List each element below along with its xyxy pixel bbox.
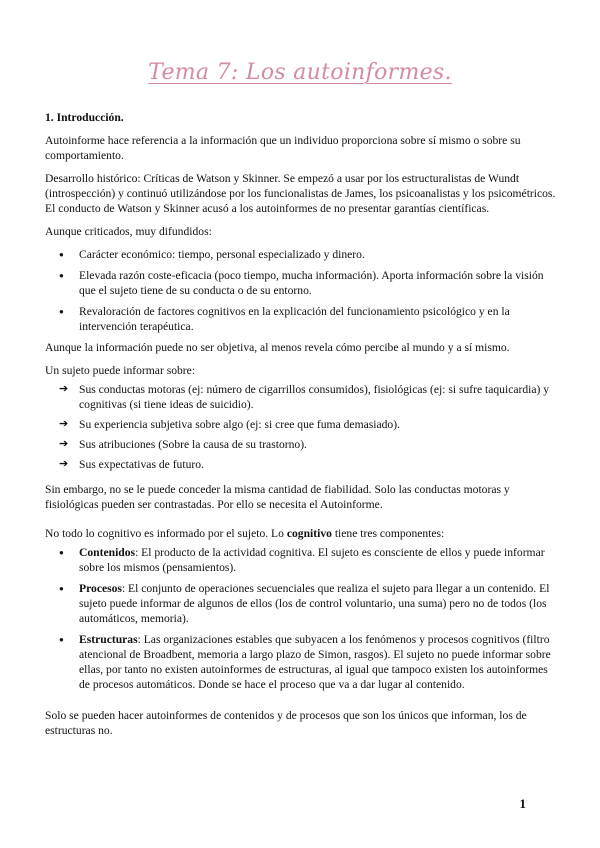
reliability-paragraph: Sin embargo, no se le puede conceder la misma cantidad de fiabilidad. Solo las conductas motoras y fisiológicas pueden ser contrastadas. Por ello se necesita el Autoinforme. — [45, 483, 510, 511]
list-item: ➔ Sus expectativas de futuro. — [79, 457, 557, 472]
component-term: Estructuras — [79, 633, 138, 646]
list-item — [79, 632, 557, 692]
component-term: Procesos — [79, 582, 122, 595]
list-item: ➔ Sus conductas motoras (ej: número de cigarrillos consumidos), fisiológicas (ej: si sufre taquicardia) y cognitivas (si tiene ideas de suicidio). — [79, 382, 557, 412]
component-text: : El producto de la actividad cognitiva. El sujeto es consciente de ellos y puede informar sobre los mismos (pensamientos). — [79, 546, 545, 574]
list-item: ● Elevada razón coste-eficacia (poco tiempo, mucha información). Aporta información sobre la visión que el sujeto tiene de su conducta o de su entorno. — [79, 268, 557, 298]
intro-paragraph-4: Aunque la información puede no ser objetiva, al menos revela cómo percibe al mundo y a sí mismo. — [45, 341, 510, 354]
document-title: Tema 7: Los autoinformes. — [148, 60, 452, 85]
cognitive-paragraph — [45, 526, 557, 541]
component-text: : El conjunto de operaciones secuenciales que realiza el sujeto para llegar a un contenido. El sujeto puede informar de algunos de ellos (los de control voluntario, una suma) pero no de todos (los automáticos, memoria). — [79, 582, 550, 625]
informs-intro: Un sujeto puede informar sobre: — [45, 364, 196, 377]
cognitive-text-before: No todo lo cognitivo es informado por el sujeto. Lo — [45, 527, 287, 540]
reasons-list — [45, 247, 557, 334]
informs-list — [45, 382, 557, 472]
list-item — [79, 581, 557, 626]
section-heading: 1. Introducción. — [45, 111, 124, 124]
list-item: ● Revaloración de factores cognitivos en la explicación del funcionamiento psicológico y en la intervención terapéutica. — [79, 304, 557, 334]
list-item: ➔ Sus atribuciones (Sobre la causa de su trastorno). — [79, 437, 557, 452]
intro-paragraph-2: Desarrollo histórico: Críticas de Watson y Skinner. Se empezó a usar por los estructuralistas de Wundt (introspección) y continuó utilizándose por los funcionalistas de James, los psicoanalistas y los psicométricos. El conducto de Watson y Skinner acusó a los autoinformes de no presentar garantías científicas. — [45, 172, 556, 215]
page-number: 1 — [519, 796, 526, 811]
list-item: ➔ Su experiencia subjetiva sobre algo (ej: si cree que fuma demasiado). — [79, 417, 557, 432]
document-body — [45, 110, 557, 746]
component-text: : Las organizaciones estables que subyacen a los fenómenos y procesos cognitivos (filtro atencional de Broadbent, memoria a largo plazo de Simon, rasgos). El sujeto no puede informar sobre ellas, por tanto no existen autoinformes de estructuras, al igual que tampoco existen los autoinformes de procesos automáticos. Donde se hace el proceso que va a dar lugar al contenido. — [79, 633, 551, 691]
component-term: Contenidos — [79, 546, 136, 559]
intro-paragraph-3: Aunque criticados, muy difundidos: — [45, 225, 212, 238]
components-list — [45, 545, 557, 692]
list-item: ● Carácter económico: tiempo, personal especializado y dinero. — [79, 247, 557, 262]
conclusion-paragraph: Solo se pueden hacer autoinformes de contenidos y de procesos que son los únicos que informan, los de estructuras no. — [45, 709, 527, 737]
cognitive-bold: cognitivo — [286, 527, 332, 540]
intro-paragraph-1: Autoinforme hace referencia a la información que un individuo proporciona sobre sí mismo o sobre su comportamiento. — [45, 134, 521, 162]
list-item — [79, 545, 557, 575]
cognitive-text-after: tiene tres componentes: — [331, 527, 445, 540]
